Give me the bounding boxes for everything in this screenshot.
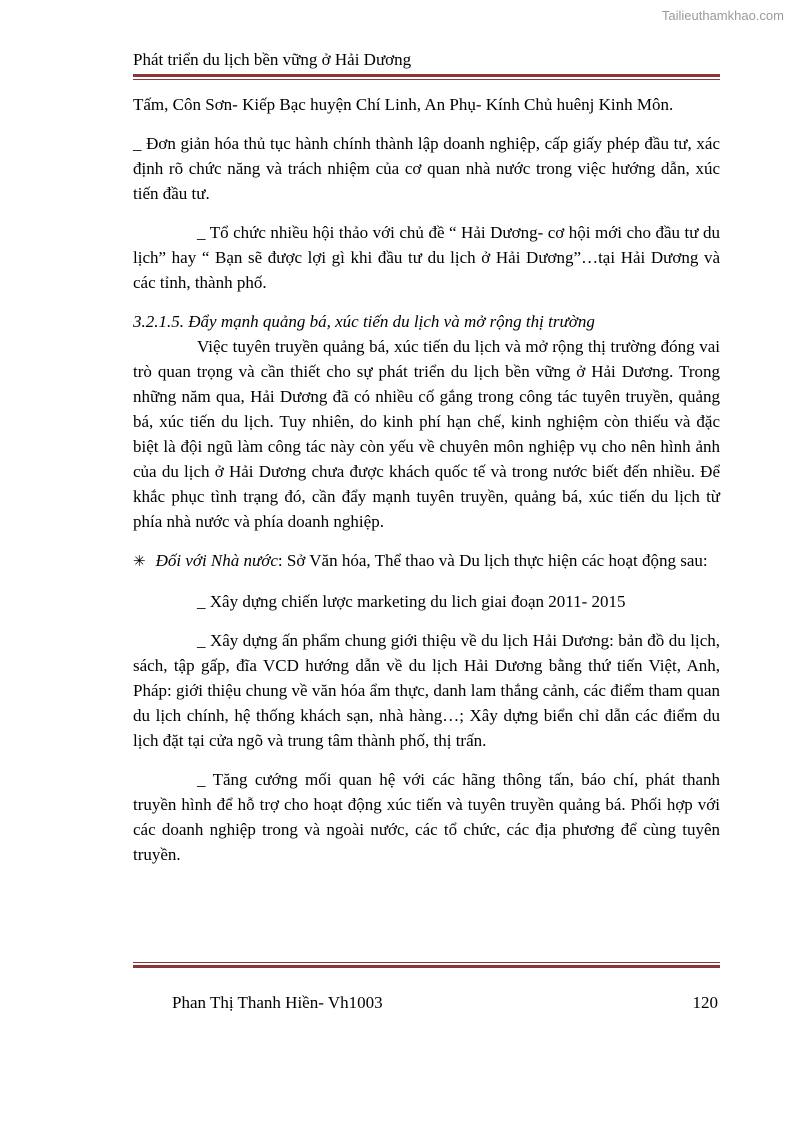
document-body — [133, 92, 720, 867]
paragraph: _ Đơn giản hóa thủ tục hành chính thành lập doanh nghiệp, cấp giấy phép đầu tư, xác định rõ chức năng và trách nhiệm của cơ quan nhà nước trong việc hướng dẫn, xúc tiến đầu tư. — [133, 134, 720, 203]
emphasis-lead: Đối với Nhà nước — [155, 551, 278, 570]
footer-rule-thick — [133, 965, 720, 968]
header-rule-thin — [133, 79, 720, 80]
paragraph: _ Xây dựng ấn phẩm chung giới thiệu về du lịch Hải Dương: bản đồ du lịch, sách, tập gấp, đĩa VCD hướng dẫn về du lịch Hải Dương bằng thứ tiến Việt, Anh, Pháp: giới thiệu chung về văn hóa ẩm thực, danh lam thắng cảnh, các điểm tham quan du lịch chính, hệ thống khách sạn, nhà hàng…; Xây dựng biển chỉ dẫn các điểm du lịch đặt tại cửa ngõ và trung tâm thành phố, thị trấn. — [133, 631, 720, 750]
page-header-title: Phát triển du lịch bền vững ở Hải Dương — [133, 50, 412, 69]
page-number: 120 — [692, 993, 718, 1012]
footer-author: Phan Thị Thanh Hiền- Vh1003 — [172, 993, 383, 1012]
section-heading: 3.2.1.5. Đẩy mạnh quảng bá, xúc tiến du lịch và mở rộng thị trường — [133, 312, 595, 331]
paragraph-text: : Sở Văn hóa, Thể thao và Du lịch thực hiện các hoạt động sau: — [277, 551, 708, 570]
paragraph: _ Tổ chức nhiều hội thảo với chủ đề “ Hải Dương- cơ hội mới cho đầu tư du lịch” hay “ Bạn sẽ được lợi gì khi đầu tư du lịch ở Hải Dương”…tại Hải Dương và các tỉnh, thành phố. — [133, 223, 720, 292]
asterism-bullet-icon: ✳ — [133, 554, 146, 570]
paragraph: _ Tăng cướng mối quan hệ với các hãng thông tấn, báo chí, phát thanh truyền hình để hỗ trợ cho hoạt động xúc tiến và tuyên truyền quảng bá. Phối hợp với các doanh nghiệp trong và ngoài nước, các tổ chức, các địa phương để cùng tuyên truyền. — [133, 770, 720, 864]
paragraph: Việc tuyên truyền quảng bá, xúc tiến du lịch và mở rộng thị trường đóng vai trò quan trọng và cần thiết cho sự phát triển du lịch bền vững ở Hải Dương. Trong những năm qua, Hải Dương đã có nhiều cố gắng trong công tác tuyên truyền, quảng bá, xúc tiến du lịch. Tuy nhiên, do kinh phí hạn chế, kinh nghiệm còn thiếu và đặc biệt là đội ngũ làm công tác này còn yếu về chuyên môn nghiệp vụ cho nên hình ảnh của du lịch ở Hải Dương chưa được khách quốc tế và trong nước biết đến nhiều. Để khắc phục tình trạng đó, cần đẩy mạnh tuyên truyền, quảng bá, xúc tiến du lịch từ phía nhà nước và phía doanh nghiệp. — [133, 337, 720, 531]
footer-rule-thin — [133, 962, 720, 963]
watermark: Tailieuthamkhao.com — [661, 8, 784, 23]
paragraph — [133, 548, 720, 575]
header-rule-thick — [133, 74, 720, 77]
paragraph: _ Xây dựng chiến lược marketing du lich giai đoạn 2011- 2015 — [197, 592, 626, 611]
paragraph: Tấm, Côn Sơn- Kiếp Bạc huyện Chí Linh, An Phụ- Kính Chủ huênj Kinh Môn. — [133, 95, 674, 114]
